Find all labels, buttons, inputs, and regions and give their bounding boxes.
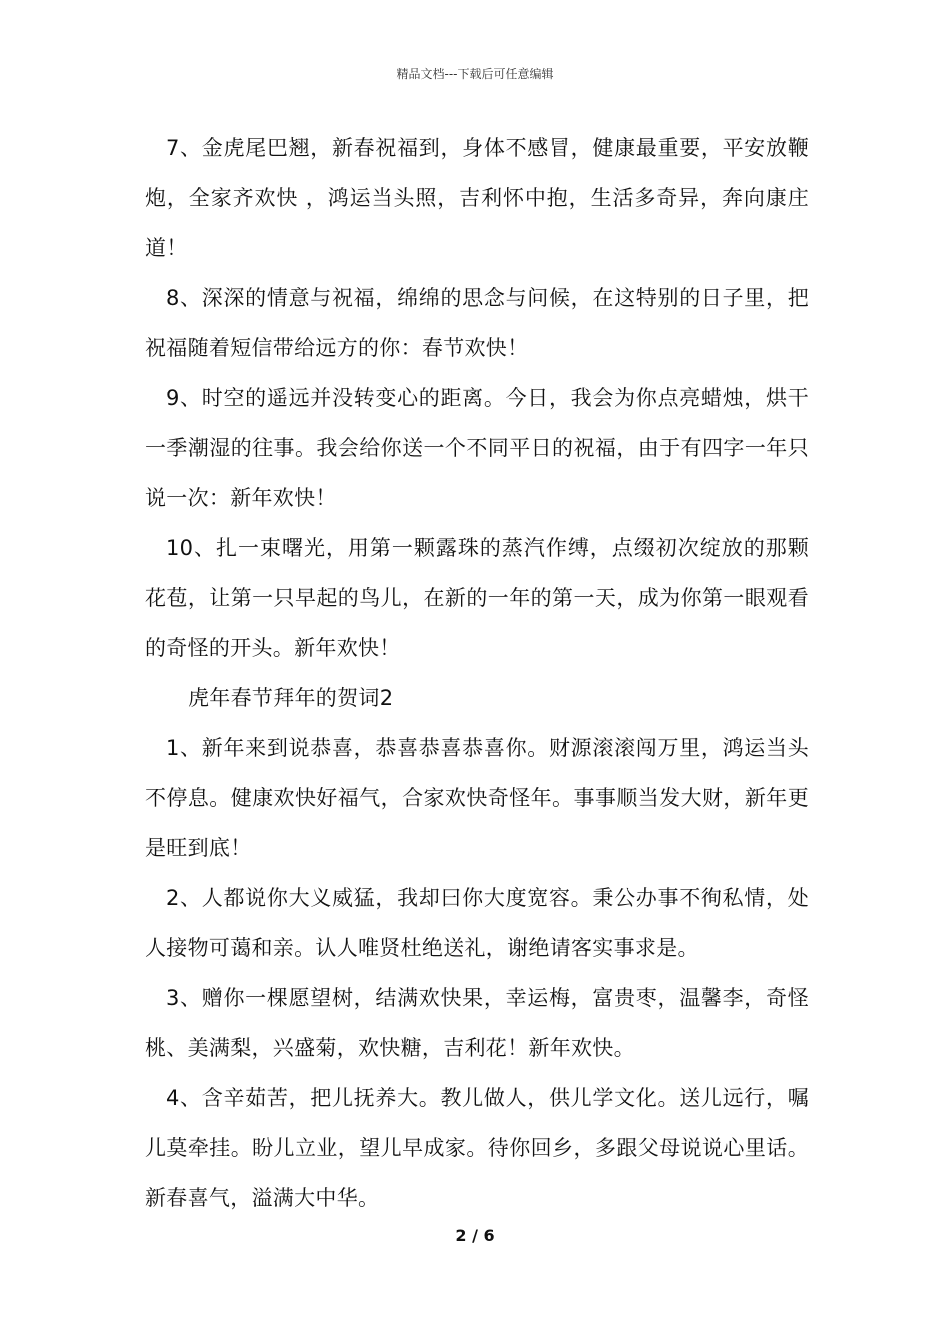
- paragraph-3: 3、赠你一棵愿望树，结满欢快果，幸运梅，富贵枣，温馨李，奇怪桃、美满梨，兴盛菊，欢快糖，吉利花！新年欢快。: [145, 986, 809, 1060]
- document-body: [145, 123, 809, 1223]
- paragraph-7: 7、金虎尾巴翘，新春祝福到，身体不感冒，健康最重要，平安放鞭炮，全家齐欢快 ，鸿运当头照，吉利怀中抱，生活多奇异，奔向康庄道！: [145, 136, 809, 260]
- paragraph-9: 9、时空的遥远并没转变心的距离。今日，我会为你点亮蜡烛，烘干一季潮湿的往事。我会给你送一个不同平日的祝福，由于有四字一年只说一次：新年欢快！: [145, 386, 809, 510]
- page-header: 精品文档---下载后可任意编辑: [396, 67, 554, 81]
- page-number: 2 / 6: [455, 1226, 495, 1245]
- paragraph-1: 1、新年来到说恭喜，恭喜恭喜恭喜你。财源滚滚闯万里，鸿运当头不停息。健康欢快好福气，合家欢快奇怪年。事事顺当发大财，新年更是旺到底！: [145, 736, 809, 860]
- section-subtitle: 虎年春节拜年的贺词2: [188, 686, 394, 710]
- paragraph-8: 8、深深的情意与祝福，绵绵的思念与问候，在这特别的日子里，把祝福随着短信带给远方的你：春节欢快！: [145, 286, 809, 360]
- paragraph-10: 10、扎一束曙光，用第一颗露珠的蒸汽作缚，点缀初次绽放的那颗花苞，让第一只早起的鸟儿，在新的一年的第一天，成为你第一眼观看的奇怪的开头。新年欢快！: [145, 536, 809, 660]
- paragraph-2: 2、人都说你大义威猛，我却曰你大度宽容。秉公办事不徇私情，处人接物可蔼和亲。认人唯贤杜绝送礼，谢绝请客实事求是。: [145, 886, 809, 960]
- paragraph-4: 4、含辛茹苦，把儿抚养大。教儿做人，供儿学文化。送儿远行，嘱儿莫牵挂。盼儿立业，望儿早成家。待你回乡，多跟父母说说心里话。新春喜气，溢满大中华。: [145, 1086, 809, 1210]
